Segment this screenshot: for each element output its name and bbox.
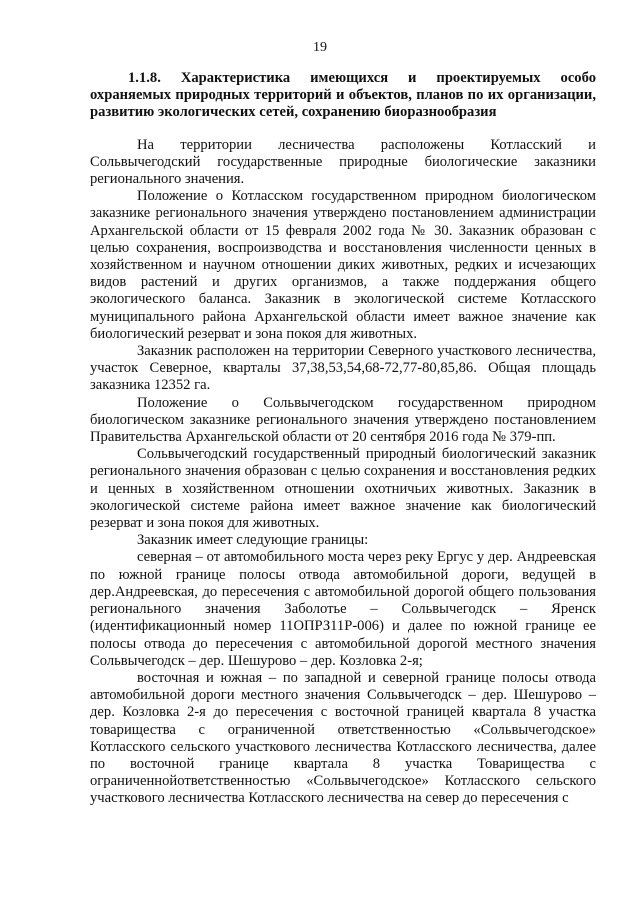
paragraph-kotlas-reserve: Положение о Котласском государственном природном биологическом заказнике регионального значения утверждено постановлением администрации Архангельской области от 15 февраля 2002 года № 30. Заказник образован с целью сохранения, воспроизводства и восстановления численности ценных в хозяйственном и научном отношении диких животных, редких и исчезающих видов растений и других организмов, а также поддержания общего экологического баланса. Заказник в экологической системе Котласского муниципального района Архангельской области имеет важное значение как биологический резерват и зона покоя для животных.	[90, 188, 596, 342]
paragraph-solvychegodsk-reserve: Положение о Сольвычегодском государственном природном биологическом заказнике регионального значения утверждено постановлением Правительства Архангельской области от 20 сентября 2016 года № 379-пп.	[90, 394, 596, 446]
paragraph-boundaries-intro: Заказник имеет следующие границы:	[137, 532, 369, 549]
paragraph-east-south-boundary: восточная и южная – по западной и северной границе полосы отвода автомобильной дороги местного значения Сольвычегодск – дер. Шешурово – дер. Козловка 2-я до пересечения с восточной границей квартала 8 участка товарищества с ограниченной ответственностью «Сольвычегодское» Котласского сельского участкового лесничества Котласского лесничества, далее по восточной границе квартала 8 участка Товарищества с ограниченнойответственностью «Сольвычегодское» Котласского сельского участкового лесничества Котласского лесничества на север до пересечения с	[90, 669, 596, 807]
paragraph-reserves-intro: На территории лесничества расположены Котласский и Сольвычегодский государственные природные биологические заказники регионального значения.	[90, 136, 596, 188]
page-number: 19	[313, 40, 327, 55]
paragraph-north-boundary: северная – от автомобильного моста через реку Ергус у дер. Андреевская по южной границе полосы отвода автомобильной дороги, ведущей в дер.Андреевская, до пересечения с автомобильной дорогой общего пользования регионального значения Заболотье – Сольвычегодск – Яренск (идентификационный номер 11ОПРЗ11Р-006) и далее по южной границе ее полосы отвода до пересечения с автомобильной дорогой местного значения Сольвычегодск – дер. Шешурово – дер. Козловка 2-я;	[90, 549, 596, 669]
section-heading	[90, 70, 596, 122]
paragraph-solvychegodsk-purpose: Сольвычегодский государственный природный биологический заказник регионального значения образован с целью сохранения и восстановления редких и ценных в хозяйственном отношении охотничьих животных. Заказник в экологической системе района имеет важное значение как биологический резерват и зона покоя для животных.	[90, 446, 596, 532]
section-number: 1.1.8.	[128, 70, 161, 86]
section-title: Характеристика имеющихся и проектируемых особо охраняемых природных территорий и объектов, планов по их организации, развитию экологических сетей, сохранению биоразнообразия	[90, 70, 597, 121]
document-body	[90, 70, 596, 808]
paragraph-kotlas-location: Заказник расположен на территории Северного участкового лесничества, участок Северное, кварталы 37,38,53,54,68-72,77-80,85,86. Общая площадь заказника 12352 га.	[90, 343, 596, 394]
